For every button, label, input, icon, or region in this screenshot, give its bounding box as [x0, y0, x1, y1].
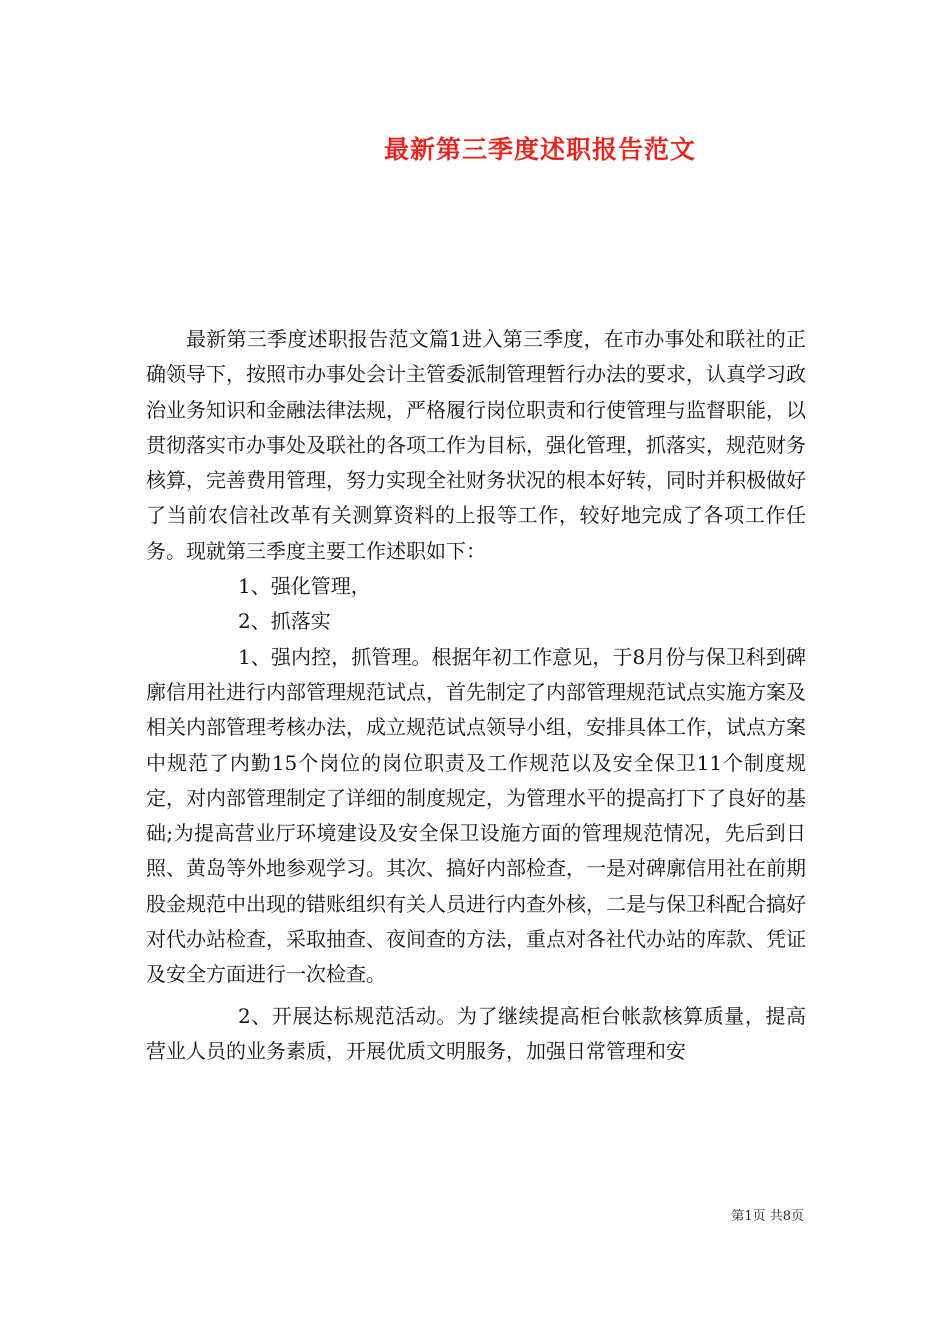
intro-paragraph: 最新第三季度述职报告范文篇1进入第三季度，在市办事处和联社的正确领导下，按照市办事处会计主管委派制管理暂行办法的要求，认真学习政治业务知识和金融法律法规，严格履行岗位职责和行使管理与监督职能，以贯彻落实市办事处及联社的各项工作为目标，强化管理，抓落实，规范财务核算，完善费用管理，努力实现全社财务状况的根本好转，同时并积极做好了当前农信社改革有关测算资料的上报等工作，较好地完成了各项工作任务。现就第三季度主要工作述职如下：	[146, 327, 806, 563]
list-item-implementation: 2、抓落实	[238, 609, 331, 634]
section-standards-paragraph: 2、开展达标规范活动。为了继续提高柜台帐款核算质量，提高营业人员的业务素质，开展优质文明服务，加强日常管理和安	[146, 1003, 806, 1063]
document-title: 最新第三季度述职报告范文	[383, 135, 696, 164]
list-item-strengthen-management: 1、强化管理，	[238, 574, 371, 599]
document-body	[146, 322, 806, 1069]
page-number-footer: 第1页 共8页	[731, 1209, 804, 1224]
section-internal-control-paragraph: 1、强内控，抓管理。根据年初工作意见，于8月份与保卫科到碑廓信用社进行内部管理规范试点，首先制定了内部管理规范试点实施方案及相关内部管理考核办法，成立规范试点领导小组，安排具体工作，试点方案中规范了内勤15个岗位的岗位职责及工作规范以及安全保卫11个制度规定，对内部管理制定了详细的制度规定，为管理水平的提高打下了良好的基础;为提高营业厅环境建设及安全保卫设施方面的管理规范情况，先后到日照、黄岛等外地参观学习。其次、搞好内部检查，一是对碑廓信用社在前期股金规范中出现的错账组织有关人员进行内查外核，二是与保卫科配合搞好对代办站检查，采取抽查、夜间查的方法，重点对各社代办站的库款、凭证及安全方面进行一次检查。	[146, 644, 806, 987]
